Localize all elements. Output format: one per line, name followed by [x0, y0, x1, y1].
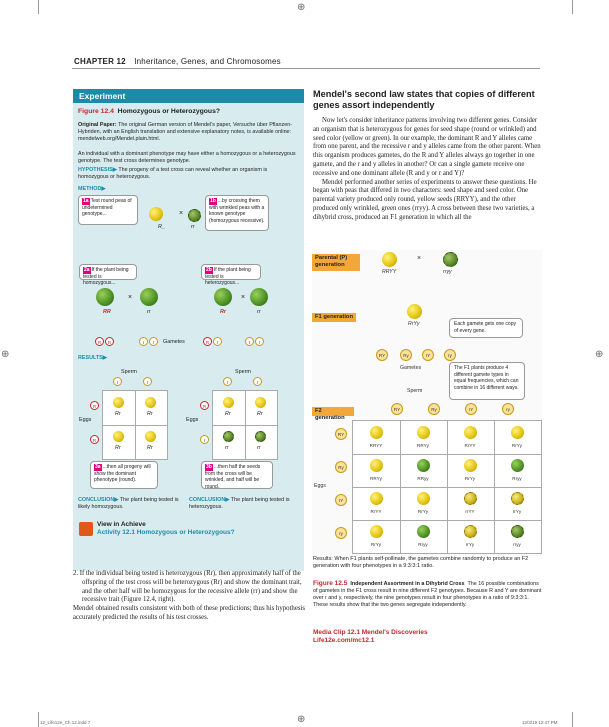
f1-label: F1 generation [312, 313, 356, 322]
hypothesis: HYPOTHESIS▶ The progeny of a test cross can reveal whether an organism is homozygous or heterozygous. [78, 167, 268, 180]
gamete-icon: rY [335, 494, 347, 506]
step3b-callout: 3b ...then half the seeds from the cross will be wrinkled, and half will be round. [201, 461, 273, 489]
gamete-icon: r [253, 377, 262, 386]
figure-caption: Figure 12.5 Independent Assortment in a Dihybrid Cross The 16 possible combinations of gametes in the F1 cross result in nine different F2 genotypes. Because R and Y are dominant over r and y, respectively, the nine genotypes result in four phenotypes in a ratio of 9:3:3:1. These results show that the two genes segregate independently. [313, 580, 542, 608]
header-rule [72, 68, 540, 69]
punnett-cell: Rr [147, 411, 153, 417]
left-body-text [73, 570, 305, 623]
f1-genotype: RrYy [408, 321, 420, 327]
round-yellow-pea-icon [511, 426, 524, 439]
gametes-label: Gametes [163, 339, 185, 345]
genotype-right-tester: rr [257, 309, 261, 315]
gametes-label: Gametes [400, 365, 422, 371]
f2-cell: RrYy [417, 509, 429, 514]
gamete-icon: R [90, 401, 99, 410]
wrinkled-pea-icon [223, 431, 234, 442]
round-pea-icon [149, 207, 163, 221]
gamete-icon: R [200, 401, 209, 410]
punnett-cell: rr [257, 445, 261, 451]
f2-cell: RrYY [464, 443, 476, 448]
gamete-icon: r [149, 337, 158, 346]
cross-symbol: × [417, 255, 422, 262]
gamete-icon: R [203, 337, 212, 346]
diagram-results: Results: When F1 plants self-pollinate, the gametes combine randomly to produce an F2 generation with four phenotypes in a 9:3:3:1 ratio. [313, 556, 529, 569]
round-pea-icon [113, 397, 124, 408]
pea-plant-icon [250, 288, 268, 306]
gamete-icon: ry [502, 403, 514, 415]
crop-mark [572, 712, 573, 727]
crop-mark [38, 712, 39, 727]
gamete-icon: r [200, 435, 209, 444]
crop-mark [38, 0, 39, 14]
dihybrid-diagram [312, 250, 542, 556]
step2a-callout: 2a If the plant being tested is homozygous... [79, 264, 137, 280]
step1-callout: 1a Test round peas of undetermined genotype... [78, 195, 138, 225]
punnett-cell: Rr [257, 411, 263, 417]
genotype-recessive: rr [191, 224, 195, 230]
f2-cell: rrYY [465, 509, 475, 514]
pea-plant-icon [96, 288, 114, 306]
gamete-icon: Ry [400, 349, 412, 361]
cross-symbol: × [128, 294, 133, 301]
round-pea-icon [255, 397, 266, 408]
chapter-number: CHAPTER 12 [74, 57, 126, 66]
wrinkled-pea-icon [188, 209, 201, 222]
gamete-icon: RY [391, 403, 403, 415]
genotype-left-parent: RR [103, 309, 111, 315]
gamete-icon: ry [335, 527, 347, 539]
registration-mark-bottom: ⊕ [297, 714, 306, 725]
note-f1-gametes: The F1 plants produce 4 different gamete types in equal frequencies, which can combine in 16 different ways. [449, 362, 525, 400]
right-body-text [313, 117, 542, 223]
note-each-gamete: Each gamete gets one copy of every gene. [449, 318, 523, 338]
cross-symbol: × [179, 210, 184, 217]
figure-title: Figure 12.4 Homozygous or Heterozygous? [78, 108, 221, 115]
round-yellow-pea-icon [382, 252, 397, 267]
punnett-square-right [212, 390, 278, 460]
gamete-icon: r [255, 337, 264, 346]
punnett-cell: Rr [225, 411, 231, 417]
registration-mark-right: ⊕ [595, 349, 604, 360]
round-pea-icon [113, 431, 124, 442]
running-header [74, 57, 281, 66]
paragraph: 2. If the individual being tested is heterozygous (Rr), then approximately half of the offspring of the test cross will be heterozygous (Rr) and show the dominant trait, and the other half will be homozygous for the recessive allele (rr) and show the recessive trait (Figure 12.4, right). [73, 570, 302, 604]
sperm-label: Sperm [235, 369, 251, 375]
paragraph: Mendel obtained results consistent with both of these predictions; thus his hypothesis accurately predicted the results of his test crosses. [73, 605, 306, 621]
results-label: RESULTS▶ [78, 355, 107, 361]
view-in-achieve[interactable]: View in Achieve Activity 12.1 Homozygous or Heterozygous? [97, 521, 235, 536]
f2-label: F2 generation [312, 407, 354, 416]
crop-mark [572, 0, 573, 14]
achieve-icon[interactable] [79, 522, 93, 536]
section-heading: Mendel's second law states that copies of different genes assort independently [313, 89, 535, 110]
wrinkled-yellow-pea-icon [464, 492, 477, 505]
round-yellow-pea-icon [407, 304, 422, 319]
f2-cell: rryy [513, 542, 521, 547]
f2-cell: RRYy [370, 476, 382, 481]
conclusion-right: CONCLUSION▶ The plant being tested is heterozygous. [189, 497, 290, 510]
eggs-label: Eggs [186, 417, 199, 423]
gamete-icon: r [139, 337, 148, 346]
wrinkled-pea-icon [255, 431, 266, 442]
wrinkled-green-pea-icon [443, 252, 458, 267]
experiment-box [73, 89, 304, 571]
paragraph: Now let's consider inheritance patterns involving two different genes. Consider an organism that is heterozygous for genes for seed shape (round or wrinkled) and seed color (yellow or green). In our example, the dominant R and Y alleles came from one parent, and the recessive r and y alleles came from the other parent. When this organism produces gametes, do the R and Y alleles always go together in one gamete, and the r and y alleles in another? Or can a single gamete receive one recessive and one dominant allele (R and y or r and Y)? [313, 117, 541, 177]
round-yellow-pea-icon [370, 492, 383, 505]
step1b-callout: 1b ...by crossing them with wrinkled peas with a known genotype (homozygous recessive). [205, 195, 269, 231]
round-yellow-pea-icon [417, 492, 430, 505]
gamete-icon: RY [376, 349, 388, 361]
gamete-icon: R [105, 337, 114, 346]
gamete-icon: r [245, 337, 254, 346]
f2-cell: RrYy [464, 476, 476, 481]
f2-punnett-square [352, 420, 542, 554]
round-yellow-pea-icon [417, 426, 430, 439]
sperm-label: Sperm [407, 388, 423, 394]
wrinkled-yellow-pea-icon [464, 525, 477, 538]
gamete-icon: ry [444, 349, 456, 361]
parent-genotype: rryy [443, 269, 452, 275]
experiment-intro: An individual with a dominant phenotype may have either a homozygous or a heterozygous genotype. The test cross determines genotype. [78, 151, 296, 164]
f2-cell: RrYy [370, 542, 382, 547]
round-green-pea-icon [511, 459, 524, 472]
round-yellow-pea-icon [464, 459, 477, 472]
registration-mark-top: ⊕ [297, 2, 306, 13]
parental-label: Parental (P) generation [312, 254, 360, 271]
wrinkled-yellow-pea-icon [511, 492, 524, 505]
genotype-left-tester: rr [147, 309, 151, 315]
pea-plant-icon [214, 288, 232, 306]
punnett-cell: Rr [147, 445, 153, 451]
parent-genotype: RRYY [382, 269, 397, 275]
round-pea-icon [223, 397, 234, 408]
sperm-label: Sperm [121, 369, 137, 375]
gamete-icon: r [213, 337, 222, 346]
round-pea-icon [145, 431, 156, 442]
gamete-icon: R [90, 435, 99, 444]
f2-cell: Rryy [418, 542, 428, 547]
cross-symbol: × [241, 294, 246, 301]
f2-cell: RRYY [369, 443, 383, 448]
original-paper: Original Paper: The original German version of Mendel's paper, Versuche über Pflanzen-Hybriden, with an English translation and extensive explanatory notes, is available online: mendelweb.org/Mendel.plain.html. [78, 122, 292, 142]
gamete-icon: r [143, 377, 152, 386]
round-yellow-pea-icon [370, 426, 383, 439]
step2b-callout: 2b If the plant being tested is heterozygous... [201, 264, 261, 280]
method-label: METHOD▶ [78, 186, 106, 192]
media-clip[interactable]: Media Clip 12.1 Mendel's Discoveries Life12e.com/mc12.1 [313, 629, 428, 644]
f2-cell: RrYy [511, 443, 523, 448]
punnett-cell: Rr [115, 445, 121, 451]
round-green-pea-icon [417, 525, 430, 538]
experiment-label: Experiment [73, 89, 304, 103]
gamete-icon: Ry [335, 461, 347, 473]
f2-cell: rrYy [512, 509, 522, 514]
chapter-title: Inheritance, Genes, and Chromosomes [134, 57, 281, 66]
gamete-icon: Ry [428, 403, 440, 415]
gamete-icon: r [223, 377, 232, 386]
gamete-icon: r [113, 377, 122, 386]
f2-cell: rrYy [465, 542, 475, 547]
gamete-icon: rY [422, 349, 434, 361]
round-yellow-pea-icon [370, 459, 383, 472]
f2-cell: Rryy [512, 476, 522, 481]
punnett-square-left [102, 390, 168, 460]
pea-plant-icon [140, 288, 158, 306]
gamete-icon: rY [465, 403, 477, 415]
paragraph: Mendel performed another series of experiments to answer these questions. He began with peas that differed in two characters: seed shape and seed color. One parental variety produced only round, yellow seeds (RRYY), and the other produced only wrinkled, green ones (rryy). A cross between these two varieties, a dihybrid cross, produced an F1 generation in which all the [313, 178, 537, 221]
genotype-right-parent: Rr [220, 309, 226, 315]
punnett-cell: Rr [115, 411, 121, 417]
round-green-pea-icon [417, 459, 430, 472]
genotype-unknown: R_ [158, 224, 165, 230]
f2-cell: RRyy [417, 476, 429, 481]
round-pea-icon [145, 397, 156, 408]
step3a-callout: 3a ...then all progeny will show the dominant phenotype (round). [90, 461, 158, 489]
wrinkled-green-pea-icon [511, 525, 524, 538]
f2-cell: RRYy [417, 443, 429, 448]
eggs-label: Eggs [314, 483, 326, 489]
punnett-cell: rr [225, 445, 229, 451]
footer-right: 12/3/19 12:47 PM [522, 720, 558, 725]
f2-cell: RrYY [370, 509, 382, 514]
round-yellow-pea-icon [370, 525, 383, 538]
round-yellow-pea-icon [464, 426, 477, 439]
gamete-icon: R [95, 337, 104, 346]
footer-left: 12_Life12e_Ch 12.indd 7 [40, 720, 91, 725]
registration-mark-left: ⊕ [1, 349, 10, 360]
conclusion-left: CONCLUSION▶ The plant being tested is likely homozygous. [78, 497, 179, 510]
eggs-label: Eggs [79, 417, 92, 423]
gamete-icon: RY [335, 428, 347, 440]
